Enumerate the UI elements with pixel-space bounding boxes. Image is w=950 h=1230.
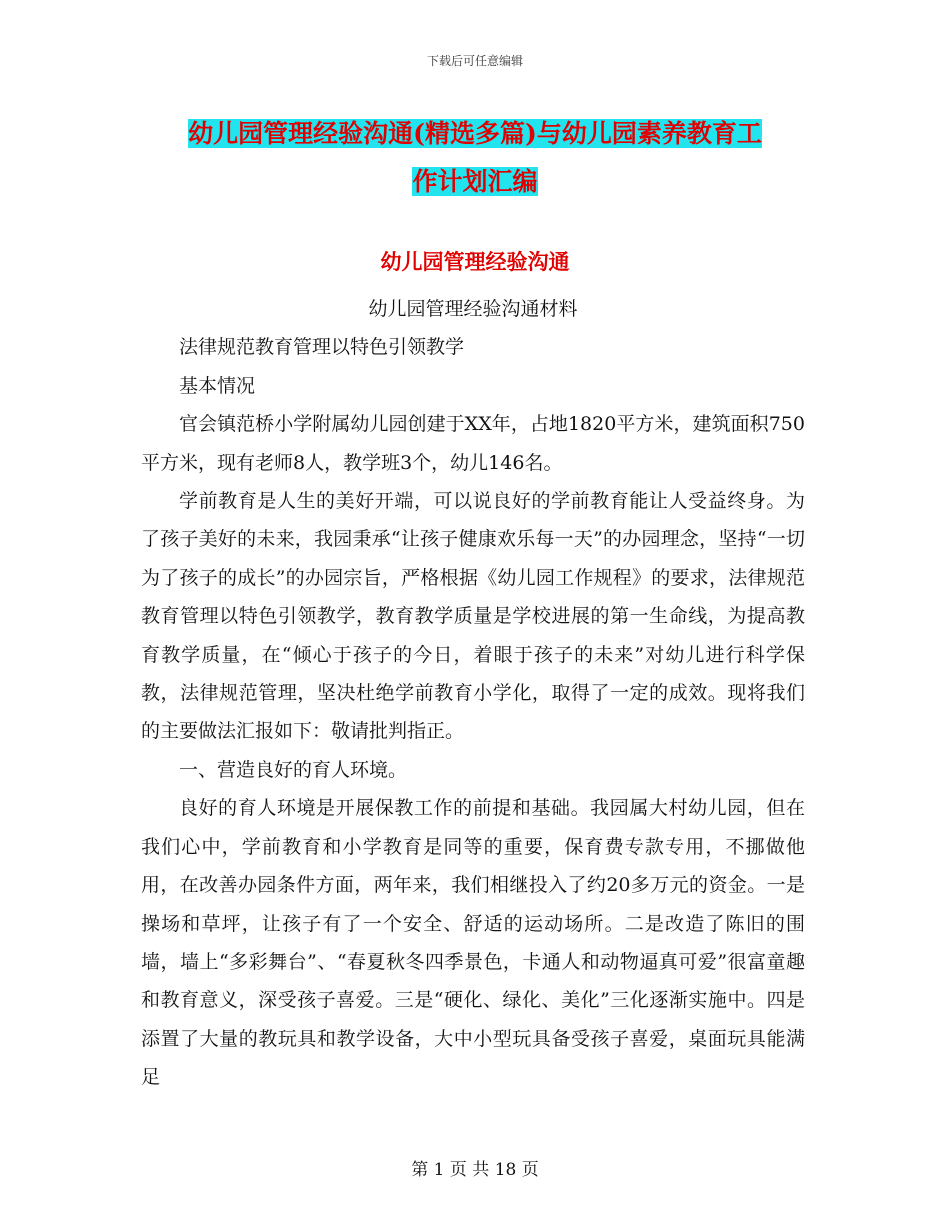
document-body xyxy=(141,290,805,1097)
document-title xyxy=(140,110,810,206)
paragraph-heading-1: 法律规范教育管理以特色引领教学 xyxy=(179,336,465,359)
paragraph-heading-3: 一、营造良好的育人环境。 xyxy=(179,758,408,781)
document-title-line-2: 作计划汇编 xyxy=(412,167,538,196)
document-title-line-1: 幼儿园管理经验沟通(精选多篇)与幼儿园素养教育工 xyxy=(188,119,762,148)
paragraph: 学前教育是人生的美好开端，可以说良好的学前教育能让人受益终身。为了孩子美好的未来，我园秉承“让孩子健康欢乐每一天”的办园理念，坚持“一切为了孩子的成长”的办园宗旨，严格根据《幼儿园工作规程》的要求，法律规范教育管理以特色引领教学，教育教学质量是学校进展的第一生命线，为提高教育教学质量，在“倾心于孩子的今日，着眼于孩子的未来”对幼儿进行科学保教，法律规范管理，坚决杜绝学前教育小学化，取得了一定的成效。现将我们的主要做法汇报如下：敬请批判指正。 xyxy=(141,490,805,743)
section-title: 幼儿园管理经验沟通 xyxy=(380,249,570,274)
header-note: 下载后可任意编辑 xyxy=(426,54,523,68)
subtitle: 幼儿园管理经验沟通材料 xyxy=(368,298,578,320)
paragraph: 良好的育人环境是开展保教工作的前提和基础。我园属大村幼儿园，但在我们心中，学前教育和小学教育是同等的重要，保育费专款专用，不挪做他用，在改善办园条件方面，两年来，我们相继投入了约20多万元的资金。一是操场和草坪，让孩子有了一个安全、舒适的运动场所。二是改造了陈旧的围墙，墙上“多彩舞台”、“春夏秋冬四季景色，卡通人和动物逼真可爱”很富童趣和教育意义，深受孩子喜爱。三是“硬化、绿化、美化”三化逐渐实施中。四是添置了大量的教玩具和教学设备，大中小型玩具备受孩子喜爱，桌面玩具能满足 xyxy=(141,797,805,1089)
paragraph-heading-2: 基本情况 xyxy=(179,374,256,397)
paragraph: 官会镇范桥小学附属幼儿园创建于XX年，占地1820平方米，建筑面积750平方米，现有老师8人，教学班3个，幼儿146名。 xyxy=(141,413,805,474)
page-footer: 第 1 页 共 18 页 xyxy=(411,1160,539,1180)
